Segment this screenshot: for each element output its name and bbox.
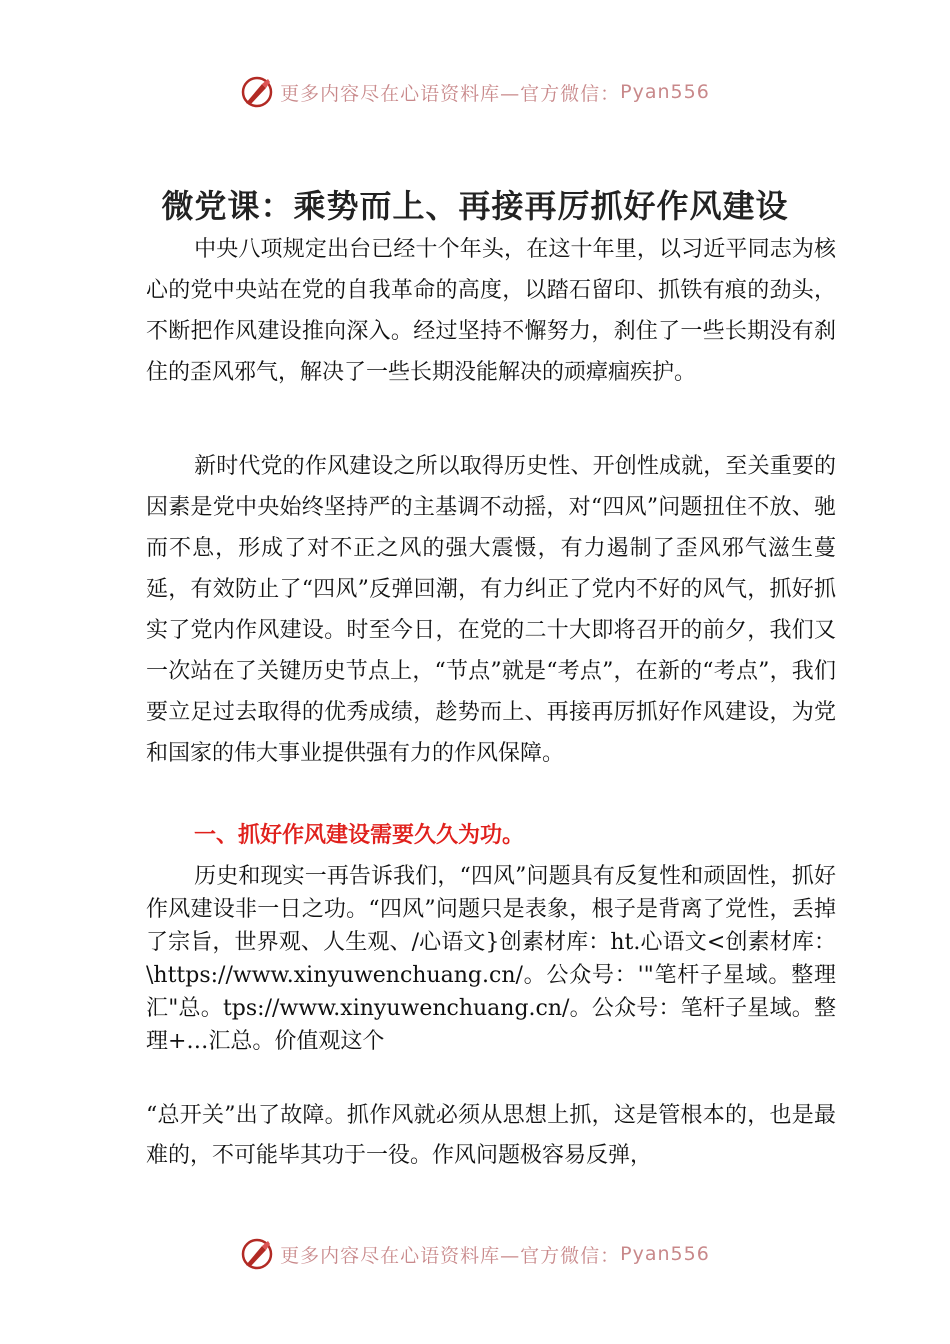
banner-wechat-id: Pyan556 (620, 81, 710, 103)
paragraph-3: 历史和现实一再告诉我们，“四风”问题具有反复性和顽固性，抓好作风建设非一日之功。“四风”问题只是表象，根子是背离了党性，丢掉了宗旨，世界观、人生观、/心语文}创素材库：ht.心语文<创素材库：\https://www.xinyuwenchuang.cn/。公众号：'"笔杆子星域。整理汇"总。tps://www.xinyuwenchuang.cn/。公众号：笔杆子星域。整理+…汇总。价值观这个 (146, 864, 836, 1054)
pen-nib-logo-icon (240, 1237, 274, 1271)
paragraph-1: 中央八项规定出台已经十个年头，在这十年里，以习近平同志为核心的党中央站在党的自我革命的高度，以踏石留印、抓铁有痕的劲头，不断把作风建设推向深入。经过坚持不懈努力，刹住了一些长期没有刹住的歪风邪气，解决了一些长期没能解决的顽瘴痼疾护。 (146, 237, 836, 385)
section-heading-1: 一、抓好作风建设需要久久为功。 (194, 823, 525, 848)
page-title: 微党课：乘势而上、再接再厉抓好作风建设 (161, 187, 789, 226)
paragraph-4: “总开关”出了故障。抓作风就必须从思想上抓，这是管根本的，也是最难的，不可能毕其功于一役。作风问题极容易反弹， (146, 1103, 836, 1168)
paragraph-2: 新时代党的作风建设之所以取得历史性、开创性成就，至关重要的因素是党中央始终坚持严的主基调不动摇，对“四风”问题扭住不放、驰而不息，形成了对不正之风的强大震慑，有力遏制了歪风邪气滋生蔓延，有效防止了“四风”反弹回潮，有力纠正了党内不好的风气，抓好抓实了党内作风建设。时至今日，在党的二十大即将召开的前夕，我们又一次站在了关键历史节点上，“节点”就是“考点”，在新的“考点”，我们要立足过去取得的优秀成绩，趁势而上、再接再厉抓好作风建设，为党和国家的伟大事业提供强有力的作风保障。 (146, 454, 836, 766)
footer-banner (0, 1232, 950, 1276)
pen-nib-logo-icon (240, 75, 274, 109)
header-banner (0, 70, 950, 114)
banner-text: 更多内容尽在心语资料库—官方微信： (280, 82, 621, 105)
banner-text: 更多内容尽在心语资料库—官方微信： (280, 1244, 621, 1267)
banner-wechat-id: Pyan556 (620, 1243, 710, 1265)
